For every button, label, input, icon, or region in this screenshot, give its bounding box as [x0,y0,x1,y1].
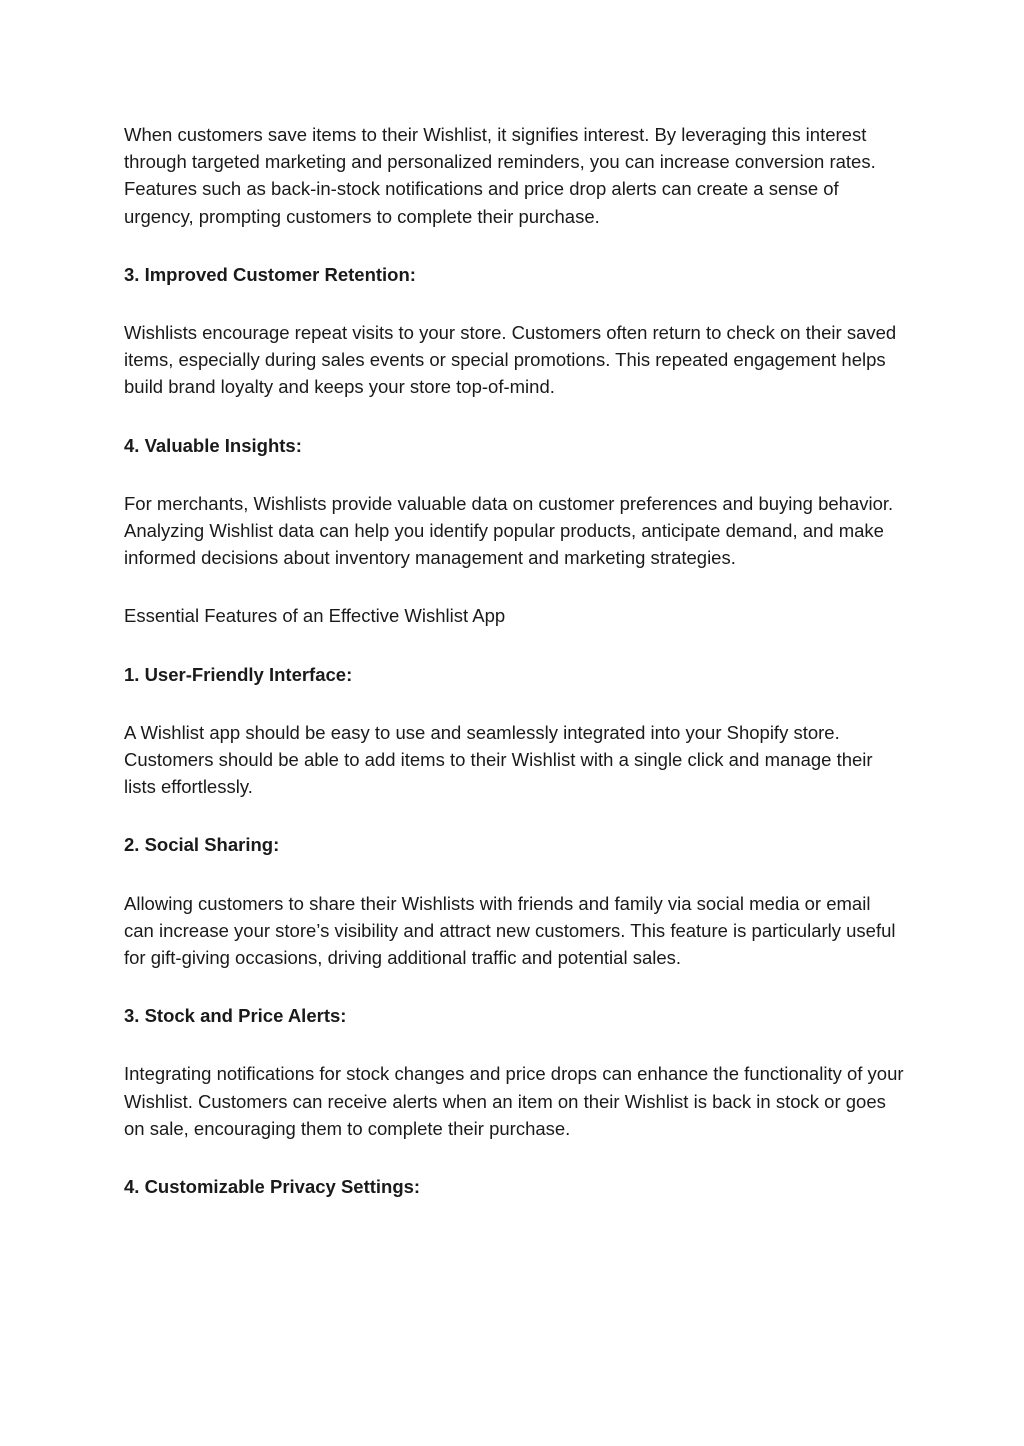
paragraph-wishlist-interest: When customers save items to their Wishlist, it signifies interest. By leveraging this interest through targeted marketing and personalized reminders, you can increase conversion rates. Features such as back-in-stock notifications and price drop alerts can create a sense of urgency, prompting customers to complete their purchase. [124,124,876,227]
heading-privacy-settings: 4. Customizable Privacy Settings: [124,1176,421,1198]
document-page [124,121,904,1200]
paragraph-repeat-visits: Wishlists encourage repeat visits to your store. Customers often return to check on their saved items, especially during sales events or special promotions. This repeated engagement helps build brand loyalty and keeps your store top-of-mind. [124,322,897,398]
paragraph-share-wishlists: Allowing customers to share their Wishlists with friends and family via social media or email can increase your store’s visibility and attract new customers. This feature is particularly useful for gift-giving occasions, driving additional traffic and potential sales. [124,892,896,969]
heading-valuable-insights: 4. Valuable Insights: [124,434,302,456]
paragraph-merchant-data: For merchants, Wishlists provide valuable data on customer preferences and buying behavior. Analyzing Wishlist data can help you identify popular products, anticipate demand, and make informed decisions about inventory management and marketing strategies. [124,492,894,569]
heading-improved-customer-retention: 3. Improved Customer Retention: [124,263,416,285]
paragraph-easy-to-use: A Wishlist app should be easy to use and seamlessly integrated into your Shopify store. Customers should be able to add items to their Wishlist with a single click and manage their lists effortlessly. [124,721,873,798]
heading-stock-price-alerts: 3. Stock and Price Alerts: [124,1005,347,1027]
heading-social-sharing: 2. Social Sharing: [124,834,280,856]
paragraph-notifications: Integrating notifications for stock changes and price drops can enhance the functionality of your Wishlist. Customers can receive alerts when an item on their Wishlist is back in stock or goes on sale, encouraging them to complete their purchase. [124,1063,904,1139]
heading-user-friendly-interface: 1. User-Friendly Interface: [124,663,353,685]
section-title-essential-features: Essential Features of an Effective Wishlist App [124,605,506,627]
